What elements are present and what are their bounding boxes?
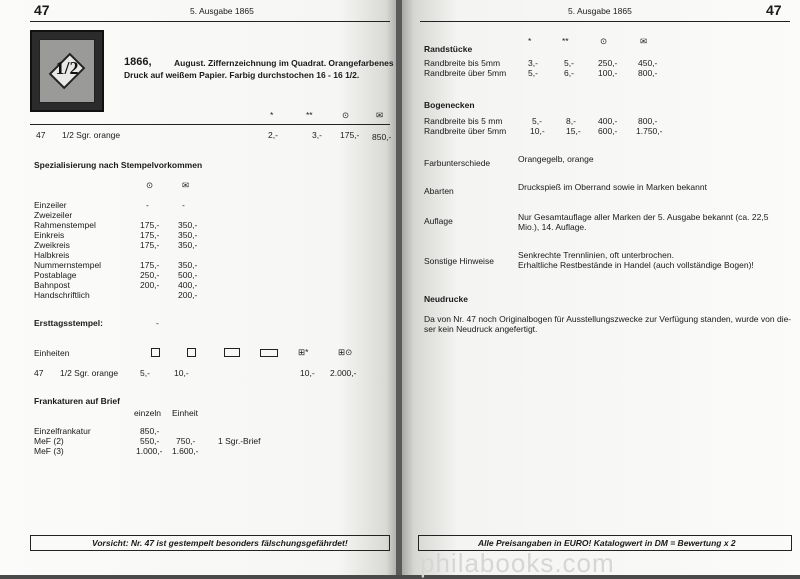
watermark-text: philabooks.com xyxy=(420,548,615,578)
rand-row-value: 800,- xyxy=(638,68,658,78)
spec-used: - xyxy=(146,200,149,210)
rand-row-value: 3,- xyxy=(528,58,538,68)
einheiten-row-v2: 10,- xyxy=(174,368,189,378)
sonst-label: Sonstige Hinweise xyxy=(424,256,494,266)
main-row-mint: 3,- xyxy=(312,130,322,140)
frank-single: 1.000,- xyxy=(136,446,163,456)
rand-row-label: Randbreite über 5mm xyxy=(424,68,507,78)
main-table-top-rule xyxy=(30,124,390,125)
right-footer-text: Alle Preisangaben in EURO! Katalogwert in DM = Bewertung x 2 xyxy=(478,538,736,548)
left-header-rule xyxy=(30,21,390,22)
r-col-head-mint: ** xyxy=(562,36,569,46)
spec-cover: 350,- xyxy=(178,230,198,240)
right-header-rule xyxy=(420,21,790,22)
spec-cover: 400,- xyxy=(178,280,198,290)
frank-unit: 750,- xyxy=(176,436,196,446)
right-page-number: 47 xyxy=(766,2,782,18)
neudrucke-text-2: ser kein Neudruck angefertigt. xyxy=(424,324,538,334)
bogen-row-value: 8,- xyxy=(566,116,576,126)
abarten-label: Abarten xyxy=(424,186,454,196)
single-stamp-icon xyxy=(151,348,160,357)
col-head-mint: ** xyxy=(306,110,313,120)
left-page-number: 47 xyxy=(34,2,50,18)
spec-cover: 200,- xyxy=(178,290,198,300)
spec-label: Zweikreis xyxy=(34,240,70,250)
r-col-head-used: ⊙ xyxy=(600,36,608,46)
right-page xyxy=(402,0,800,575)
left-footer-text: Vorsicht: Nr. 47 ist gestempelt besonders fälschungsgefährdet! xyxy=(92,538,348,548)
spec-label: Zweizeiler xyxy=(34,210,73,220)
rand-row-label: Randbreite bis 5mm xyxy=(424,58,501,68)
spec-label: Postablage xyxy=(34,270,77,280)
issue-description-line-2: Druck auf weißem Papier. Farbig durchstochen 16 - 16 1/2. xyxy=(124,70,360,80)
bogen-row-value: 800,- xyxy=(638,116,658,126)
spec-label: Einkreis xyxy=(34,230,65,240)
issue-year: 1866, xyxy=(124,56,152,68)
bogen-row-value: 15,- xyxy=(566,126,581,136)
bogen-row-value: 400,- xyxy=(598,116,618,126)
spec-used: 175,- xyxy=(140,230,160,240)
spec-used: 250,- xyxy=(140,270,160,280)
spec-cover: 500,- xyxy=(178,270,198,280)
main-row-used: 175,- xyxy=(340,130,360,140)
spec-head-cover: ✉ xyxy=(182,180,190,190)
bogen-row-label: Randbreite über 5mm xyxy=(424,126,507,136)
bogen-row-label: Randbreite bis 5 mm xyxy=(424,116,503,126)
spec-used: 175,- xyxy=(140,220,160,230)
rand-row-value: 5,- xyxy=(564,58,574,68)
spec-used: 200,- xyxy=(140,280,160,290)
frank-single: 550,- xyxy=(140,436,160,446)
bogen-row-value: 600,- xyxy=(598,126,618,136)
block-mint-symbol: ⊞* xyxy=(298,347,309,357)
einheiten-row-v4: 2.000,- xyxy=(330,368,357,378)
frank-head-single: einzeln xyxy=(134,408,161,418)
spec-cover: - xyxy=(182,200,185,210)
frank-label: Einzelfrankatur xyxy=(34,426,91,436)
spec-used: 175,- xyxy=(140,240,160,250)
r-col-head-mint-hinged: * xyxy=(528,36,532,46)
sonst-text-1: Senkrechte Trennlinien, oft unterbrochen. xyxy=(518,250,674,260)
pair-horizontal-icon xyxy=(224,348,240,357)
frank-note: 1 Sgr.-Brief xyxy=(218,436,261,446)
stamp-image xyxy=(30,30,104,112)
pair-vertical-icon xyxy=(187,348,196,357)
einheiten-row-v1: 5,- xyxy=(140,368,150,378)
frank-unit: 1.600,- xyxy=(172,446,199,456)
randstuecke-title: Randstücke xyxy=(424,44,473,54)
frank-title: Frankaturen auf Brief xyxy=(34,396,120,406)
rand-row-value: 250,- xyxy=(598,58,618,68)
bogenecken-title: Bogenecken xyxy=(424,100,475,110)
einheiten-row-name: 1/2 Sgr. orange xyxy=(60,368,119,378)
main-row-number: 47 xyxy=(36,130,46,140)
frank-label: MeF (2) xyxy=(34,436,64,446)
spec-cover: 350,- xyxy=(178,240,198,250)
einheiten-label: Einheiten xyxy=(34,348,70,358)
spec-cover: 350,- xyxy=(178,220,198,230)
rand-row-value: 450,- xyxy=(638,58,658,68)
frank-label: MeF (3) xyxy=(34,446,64,456)
einheiten-row-number: 47 xyxy=(34,368,44,378)
farb-label: Farbunterschiede xyxy=(424,158,491,168)
auflage-text-1: Nur Gesamtauflage aller Marken der 5. Ausgabe bekannt (ca. 22,5 xyxy=(518,212,769,222)
right-running-header: 5. Ausgabe 1865 xyxy=(568,6,632,16)
auflage-label: Auflage xyxy=(424,216,453,226)
bogen-row-value: 5,- xyxy=(532,116,542,126)
frank-head-unit: Einheit xyxy=(172,408,198,418)
main-row-cover: 850,- xyxy=(372,132,392,142)
stamp-fraction: 1/2 xyxy=(55,58,79,78)
left-running-header: 5. Ausgabe 1865 xyxy=(190,6,254,16)
erst-title: Ersttagsstempel: xyxy=(34,318,103,328)
abarten-text: Druckspieß im Oberrand sowie in Marken bekannt xyxy=(518,182,707,192)
bogen-row-value: 1.750,- xyxy=(636,126,663,136)
spec-label: Einzeiler xyxy=(34,200,67,210)
main-row-mint-hinged: 2,- xyxy=(268,130,278,140)
rand-row-value: 5,- xyxy=(528,68,538,78)
spec-label: Handschriftlich xyxy=(34,290,90,300)
r-col-head-cover: ✉ xyxy=(640,36,648,46)
col-head-mint-hinged: * xyxy=(270,110,274,120)
rand-row-value: 100,- xyxy=(598,68,618,78)
spec-title: Spezialisierung nach Stempelvorkommen xyxy=(34,160,203,170)
left-page xyxy=(0,0,398,575)
rand-row-value: 6,- xyxy=(564,68,574,78)
spec-label: Nummernstempel xyxy=(34,260,102,270)
bogen-row-value: 10,- xyxy=(530,126,545,136)
neudrucke-text-1: Da von Nr. 47 noch Originalbogen für Ausstellungszwecke zur Verfügung standen, wurde von die- xyxy=(424,314,792,324)
spec-label: Rahmenstempel xyxy=(34,220,96,230)
main-row-name: 1/2 Sgr. orange xyxy=(62,130,121,140)
farb-text: Orangegelb, orange xyxy=(518,154,594,164)
sonst-text-2: Erhaltliche Restbestände in Handel (auch vollständige Bogen)! xyxy=(518,260,754,270)
col-head-cover: ✉ xyxy=(376,110,384,120)
spec-used: 175,- xyxy=(140,260,160,270)
auflage-text-2: Mio.), 14. Auflage. xyxy=(518,222,587,232)
issue-description-line-1: August. Ziffernzeichnung im Quadrat. Orangefarbenes xyxy=(174,58,394,68)
neudrucke-title: Neudrucke xyxy=(424,294,468,304)
spec-label: Bahnpost xyxy=(34,280,70,290)
einheiten-row-v3: 10,- xyxy=(300,368,315,378)
block-used-symbol: ⊞⊙ xyxy=(338,347,353,357)
strip-icon xyxy=(260,349,278,357)
col-head-used: ⊙ xyxy=(342,110,350,120)
spec-label: Halbkreis xyxy=(34,250,70,260)
erst-value: - xyxy=(156,318,159,328)
spec-cover: 350,- xyxy=(178,260,198,270)
spec-head-used: ⊙ xyxy=(146,180,154,190)
frank-single: 850,- xyxy=(140,426,160,436)
